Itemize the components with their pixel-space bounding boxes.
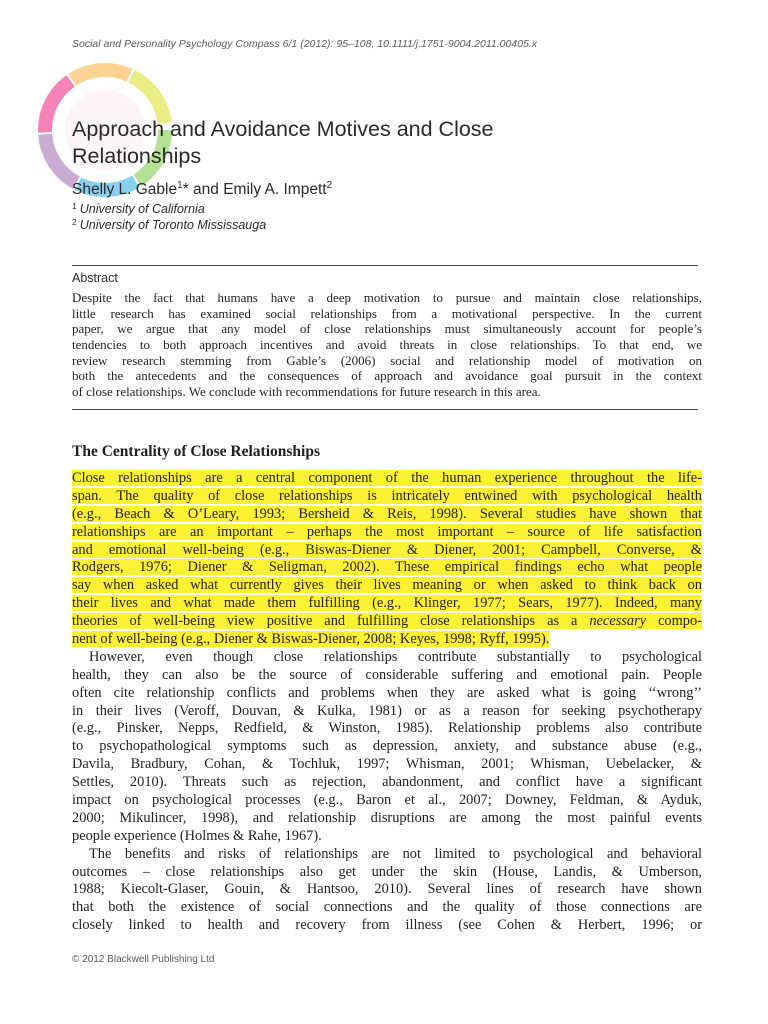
paragraph-line: 1988; Kiecolt-Glaser, Gouin, & Hantsoo, 2010). Several lines of research have shown [72, 881, 702, 898]
affiliation-2-mark: 2 [72, 217, 77, 227]
section-heading: The Centrality of Close Relationships [72, 443, 320, 460]
abstract-bottom-rule [72, 409, 698, 410]
paragraph-line: health, they can also be the source of considerable suffering and emotional pain. People [72, 666, 702, 683]
abstract-line: Despite the fact that humans have a deep motivation to pursue and maintain close relationships, [72, 290, 702, 305]
highlight-mark: span. The quality of close relationships is intricately entwined with psychological health [72, 487, 702, 504]
paragraph-line: The benefits and risks of relationships are not limited to psychological and behavioral [89, 845, 702, 862]
highlight-mark: (e.g., Beach & O’Leary, 1993; Bersheid & Reis, 1998). Several studies have shown that [72, 505, 702, 522]
highlight-mark: nent of well-being (e.g., Diener & Biswas-Diener, 2008; Keyes, 1998; Ryff, 1995). [72, 631, 550, 648]
journal-reference: Social and Personality Psychology Compass 6/1 (2012): 95–108, 10.1111/j.1751-9004.2011.00405.x [72, 38, 538, 50]
highlighted-line [72, 595, 702, 613]
paragraph-line: in their lives (Veroff, Douvan, & Kulka, 1981) or as a reason for seeking psychotherapy [72, 702, 702, 719]
highlighted-line [72, 506, 702, 524]
title-line-2: Relationships [72, 144, 202, 168]
abstract-line: little research has examined social relationships from a motivational perspective. In the current [72, 305, 702, 321]
paragraph-line: impact on psychological processes (e.g., Baron et al., 2007; Downey, Feldman, & Ayduk, [72, 792, 702, 809]
affiliation-1 [72, 201, 205, 216]
highlight-text: theories of well-being view positive and fulfilling close relationships as a [72, 613, 590, 630]
corresponding-author-mark: * [182, 181, 189, 198]
affiliation-2 [72, 217, 266, 232]
highlight-text: compo- [646, 613, 702, 630]
section-body [72, 470, 702, 935]
paragraph-line: However, even though close relationships contribute substantially to psychological [89, 648, 702, 665]
paragraph-line: Davila, Bradbury, Cohan, & Tochluk, 1997; Whisman, 2001; Whisman, Uebelacker, & [72, 756, 702, 773]
affiliation-1-mark: 1 [72, 201, 77, 211]
paragraph-line: closely linked to health and recovery from illness (see Cohen & Herbert, 1996; or [72, 917, 702, 934]
paragraph-line: 2000; Mikulincer, 1998), and relationship disruptions are among the most painful events [72, 809, 702, 826]
copyright-footer: © 2012 Blackwell Publishing Ltd [72, 954, 215, 965]
highlighted-line [72, 613, 702, 631]
abstract-top-rule [72, 265, 698, 266]
highlighted-line [72, 577, 702, 595]
highlight-mark: Rodgers, 1976; Diener & Seligman, 2002). These empirical findings echo what people [72, 559, 702, 576]
affiliation-2-name: University of Toronto Mississauga [79, 218, 267, 232]
abstract-line: both the antecedents and the consequences of approach and avoidance goal pursuit in the context [72, 368, 702, 384]
paragraph-line: people experience (Holmes & Rahe, 1967). [72, 827, 322, 844]
affiliation-1-name: University of California [79, 202, 205, 216]
highlight-mark: their lives and what made them fulfilling (e.g., Klinger, 1977; Sears, 1977). Indeed, many [72, 595, 702, 612]
highlighted-line [72, 470, 702, 488]
paragraph-line: to psychopathological symptoms such as depression, anxiety, and substance abuse (e.g., [72, 738, 702, 755]
author-1-name: Shelly L. Gable [72, 181, 178, 198]
highlight-mark: Close relationships are a central component of the human experience throughout the life- [72, 470, 702, 486]
highlighted-line [72, 559, 702, 577]
author-2-name: and Emily A. Impett [188, 181, 327, 198]
highlight-mark: say when asked what currently gives their lives meaning or when asked to think back on [72, 577, 702, 594]
author-list [72, 180, 332, 199]
paragraph-line: (e.g., Pinsker, Nepps, Redfield, & Winston, 1985). Relationship problems also contribute [72, 720, 702, 737]
abstract-body [72, 290, 702, 400]
highlighted-line [72, 488, 702, 506]
author-2-affil-mark: 2 [326, 180, 333, 191]
title-line-1: Approach and Avoidance Motives and Close [72, 117, 494, 141]
paragraph-line: outcomes – close relationships also get under the skin (House, Landis, & Umberson, [72, 863, 702, 880]
emphasis-text: necessary [589, 613, 647, 630]
paragraph-line: Settles, 2010). Threats such as rejection, abandonment, and conflict have a significant [72, 774, 702, 791]
abstract-line: of close relationships. We conclude with recommendations for future research in this area. [72, 384, 541, 400]
abstract-line: paper, we argue that any model of close relationships must simultaneously account for people’s [72, 321, 702, 337]
highlighted-line [72, 542, 702, 560]
abstract-line: review research stemming from Gable’s (2006) social and relationship model of motivation on [72, 352, 702, 368]
abstract-heading: Abstract [72, 271, 118, 285]
highlighted-line [72, 631, 702, 649]
highlight-mark [72, 613, 702, 629]
author-1-affil-mark: 1 [177, 180, 183, 191]
paragraph-line: that both the existence of social connections and the quality of those connections are [72, 899, 702, 916]
highlight-mark: relationships are an important – perhaps the most important – source of life satisfaction [72, 523, 702, 540]
article-title [72, 116, 712, 170]
highlight-mark: and emotional well-being (e.g., Biswas-Diener & Diener, 2001; Campbell, Converse, & [72, 541, 702, 558]
paragraph-line: often cite relationship conflicts and problems when they are asked what is going ‘‘wrong’’ [72, 684, 702, 701]
highlighted-line [72, 524, 702, 542]
abstract-line: tendencies to both approach incentives and avoid threats in close relationships. To that end, we [72, 337, 702, 353]
